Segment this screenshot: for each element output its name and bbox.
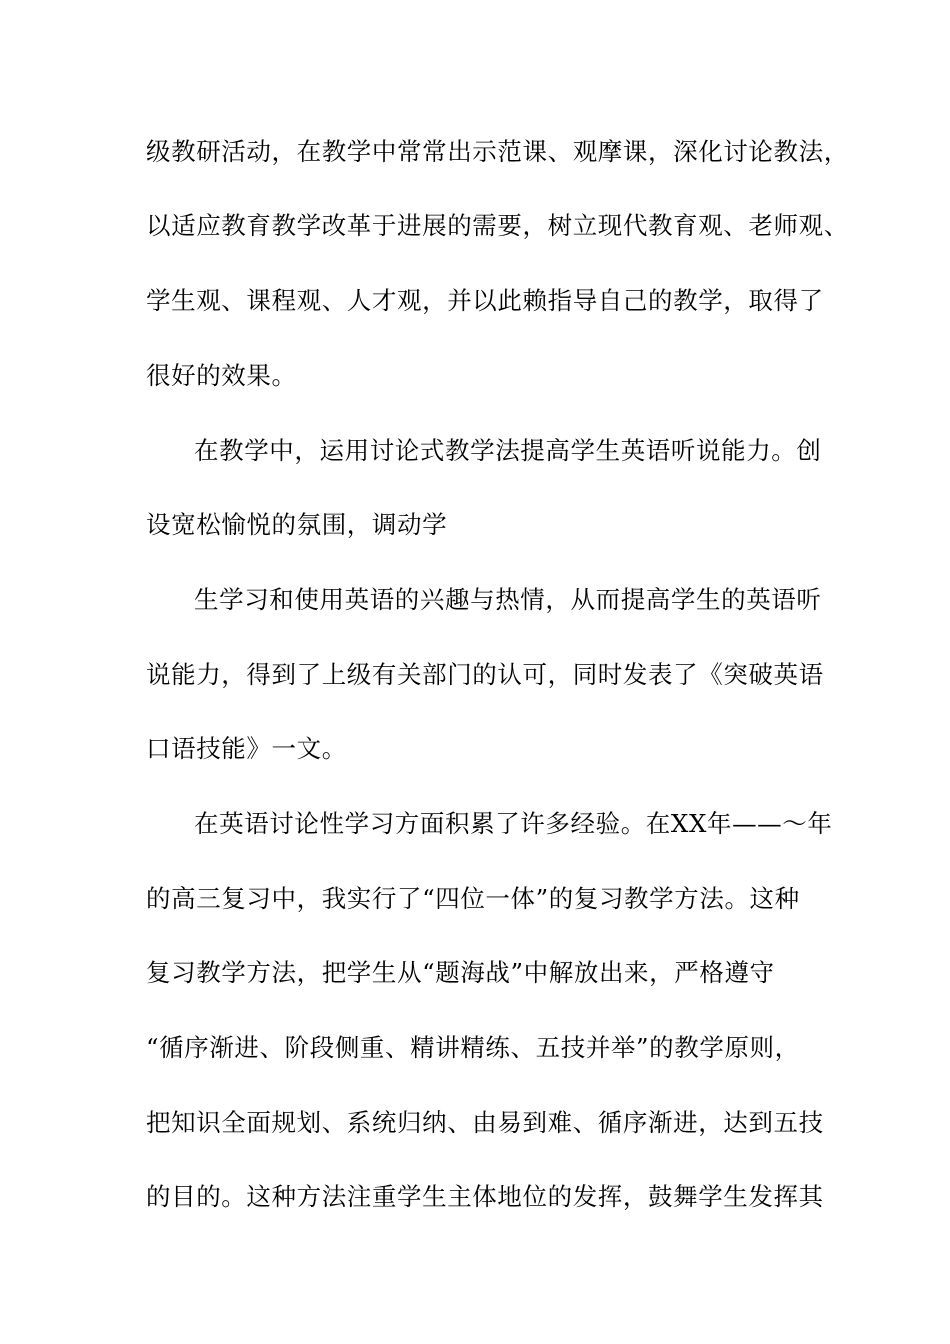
paragraph-first-line: 生学习和使用英语的兴趣与热情，从而提高学生的英语听 <box>194 585 822 614</box>
text-line: “循序渐进、阶段侧重、精讲精练、五技并举”的教学原则， <box>146 1033 800 1062</box>
text-line: 很好的效果。 <box>146 361 297 390</box>
text-line: 以适应教育教学改革于进展的需要，树立现代教育观、老师观、 <box>146 211 849 240</box>
text-line: 复习教学方法，把学生从“题海战”中解放出来，严格遵守 <box>146 958 775 987</box>
text-line: 说能力，得到了上级有关部门的认可，同时发表了《突破英语 <box>146 660 824 689</box>
text-line: 口语技能》一文。 <box>146 734 347 763</box>
text-line: 学生观、课程观、人才观，并以此赖指导自己的教学，取得了 <box>146 286 824 315</box>
text-line: 级教研活动，在教学中常常出示范课、观摩课，深化讨论教法， <box>146 137 849 166</box>
text-line: 的目的。这种方法注重学生主体地位的发挥，鼓舞学生发挥其 <box>146 1182 824 1211</box>
paragraph-first-line: 在英语讨论性学习方面积累了许多经验。在XX年——～年 <box>194 809 833 838</box>
paragraph-first-line: 在教学中，运用讨论式教学法提高学生英语听说能力。创 <box>194 436 822 465</box>
text-line: 设宽松愉悦的氛围，调动学 <box>146 510 448 539</box>
text-line: 把知识全面规划、系统归纳、由易到难、循序渐进，达到五技 <box>146 1108 824 1137</box>
text-line: 的高三复习中，我实行了“四位一体”的复习教学方法。这种 <box>146 884 800 913</box>
